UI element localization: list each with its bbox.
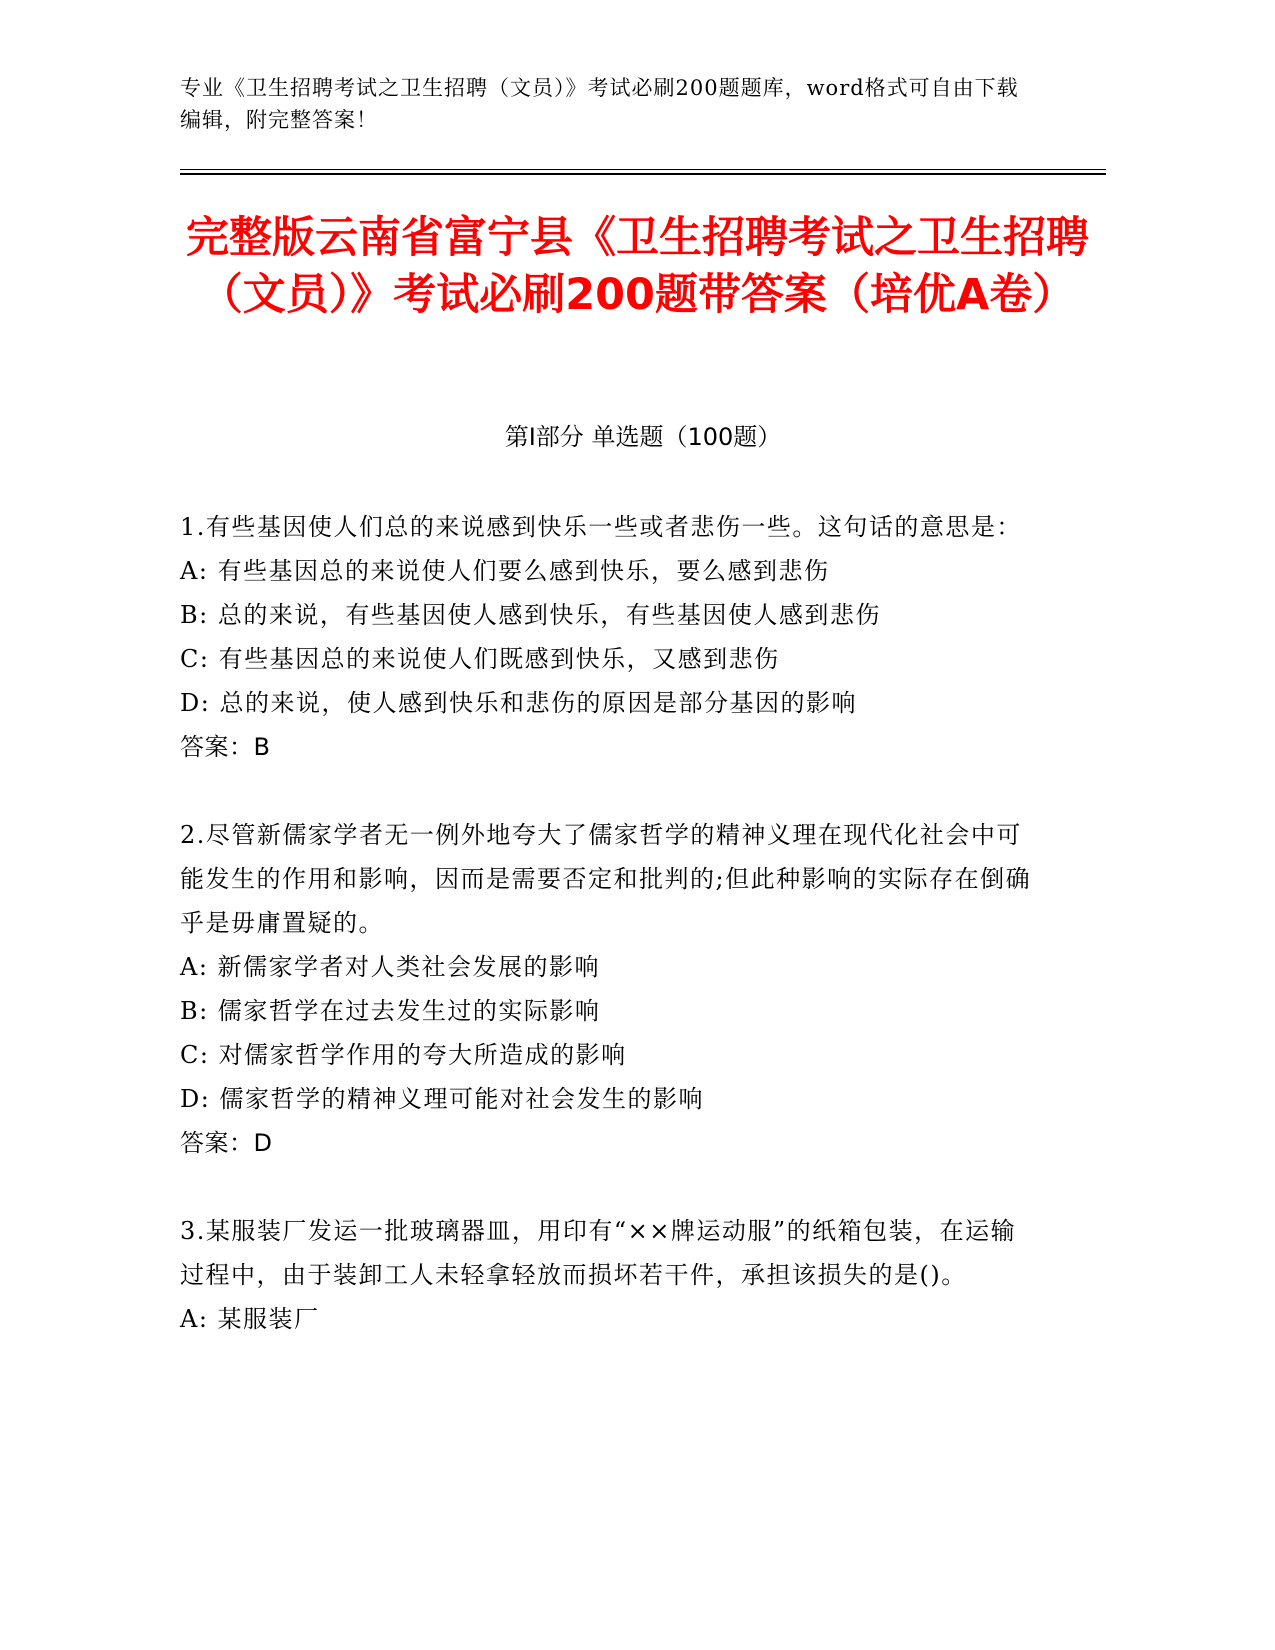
question-stem: 3.某服装厂发运一批玻璃器皿，用印有“××牌运动服”的纸箱包装，在运输过程中，由于装卸工人未轻拿轻放而损坏若干件，承担该损失的是()。: [180, 1217, 1017, 1289]
header-rule-thick: [180, 173, 1106, 175]
section-title: 第I部分 单选题（100题）: [504, 423, 782, 451]
question-2: [180, 813, 1040, 1165]
header-note: 专业《卫生招聘考试之卫生招聘（文员）》考试必刷200题题库，word格式可自由下载编辑，附完整答案！: [180, 76, 1019, 132]
option-c: C: 对儒家哲学作用的夸大所造成的影响: [180, 1041, 627, 1069]
option-b: B: 总的来说，有些基因使人感到快乐，有些基因使人感到悲伤: [180, 601, 881, 629]
option-a: A: 有些基因总的来说使人们要么感到快乐，要么感到悲伤: [180, 557, 830, 585]
header-rule-thin: [180, 169, 1106, 170]
option-a: A: 某服装厂: [180, 1305, 320, 1333]
question-stem: 2.尽管新儒家学者无一例外地夸大了儒家哲学的精神义理在现代化社会中可能发生的作用和影响，因而是需要否定和批判的;但此种影响的实际存在倒确乎是毋庸置疑的。: [180, 821, 1032, 937]
question-stem: 1.有些基因使人们总的来说感到快乐一些或者悲伤一些。这句话的意思是：: [180, 513, 1022, 541]
option-c: C: 有些基因总的来说使人们既感到快乐，又感到悲伤: [180, 645, 780, 673]
document-title: 完整版云南省富宁县《卫生招聘考试之卫生招聘（文员）》考试必刷200题带答案（培优A卷）: [186, 213, 1089, 320]
option-d: D: 总的来说，使人感到快乐和悲伤的原因是部分基因的影响: [180, 689, 857, 717]
question-1: [180, 505, 1040, 769]
question-3: [180, 1209, 1040, 1341]
answer-line: 答案：D: [180, 1129, 273, 1157]
option-a: A: 新儒家学者对人类社会发展的影响: [180, 953, 601, 981]
answer-line: 答案：B: [180, 733, 271, 761]
option-b: B: 儒家哲学在过去发生过的实际影响: [180, 997, 601, 1025]
question-list: [180, 505, 1040, 1385]
option-d: D: 儒家哲学的精神义理可能对社会发生的影响: [180, 1085, 704, 1113]
